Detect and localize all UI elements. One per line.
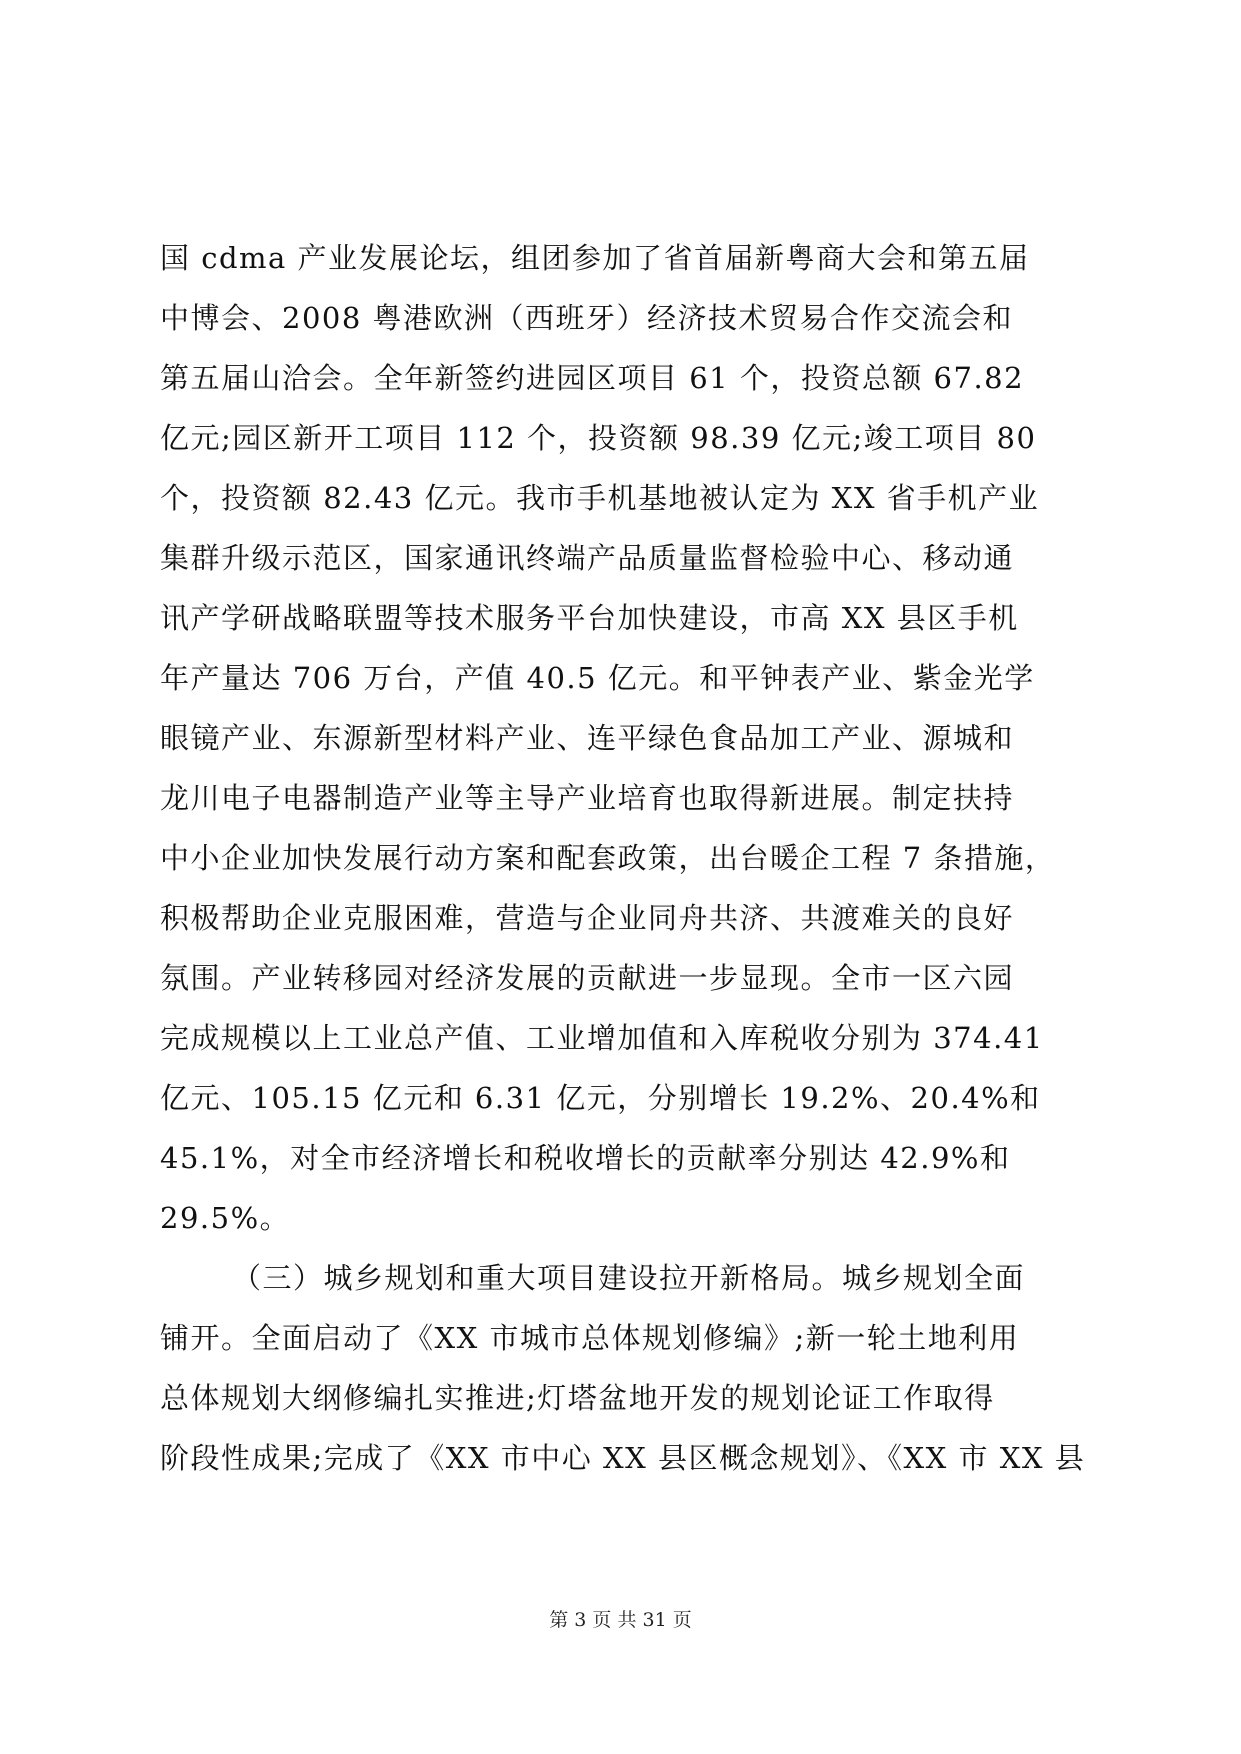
body-text [160,228,1086,1488]
text-line: 阶段性成果;完成了《XX 市中心 XX 县区概念规划》、《XX 市 XX 县 [160,1441,1086,1475]
text-line: 完成规模以上工业总产值、工业增加值和入库税收分别为 374.41 [160,1021,1044,1055]
text-line: 讯产学研战略联盟等技术服务平台加快建设，市高 XX 县区手机 [160,601,1019,635]
text-line: 第五届山洽会。全年新签约进园区项目 61 个，投资总额 67.82 [160,361,1025,395]
text-line: 亿元;园区新开工项目 112 个，投资额 98.39 亿元;竣工项目 80 [160,421,1037,455]
text-line: 45.1%，对全市经济增长和税收增长的贡献率分别达 42.9%和 [160,1141,1011,1175]
text-line: 亿元、105.15 亿元和 6.31 亿元，分别增长 19.2%、20.4%和 [160,1081,1041,1115]
text-line: 中博会、2008 粤港欧洲（西班牙）经济技术贸易合作交流会和 [160,301,1014,335]
text-line: 国 cdma 产业发展论坛，组团参加了省首届新粤商大会和第五届 [160,241,1030,275]
text-line: 个，投资额 82.43 亿元。我市手机基地被认定为 XX 省手机产业 [160,481,1040,515]
text-line: 氛围。产业转移园对经济发展的贡献进一步显现。全市一区六园 [160,961,1015,995]
text-line: 眼镜产业、东源新型材料产业、连平绿色食品加工产业、源城和 [160,721,1015,755]
text-line: 龙川电子电器制造产业等主导产业培育也取得新进展。制定扶持 [160,781,1015,815]
text-line: 29.5%。 [160,1201,291,1235]
text-line: 集群升级示范区，国家通讯终端产品质量监督检验中心、移动通 [160,541,1015,575]
page-number-footer: 第 3 页 共 31 页 [549,1609,692,1631]
section-heading-line: （三）城乡规划和重大项目建设拉开新格局。城乡规划全面 [232,1261,1026,1295]
text-line: 总体规划大纲修编扎实推进;灯塔盆地开发的规划论证工作取得 [160,1381,995,1415]
text-line: 铺开。全面启动了《XX 市城市总体规划修编》;新一轮土地利用 [160,1321,1020,1355]
text-line: 积极帮助企业克服困难，营造与企业同舟共济、共渡难关的良好 [160,901,1015,935]
text-line: 年产量达 706 万台，产值 40.5 亿元。和平钟表产业、紫金光学 [160,661,1035,695]
text-line: 中小企业加快发展行动方案和配套政策，出台暖企工程 7 条措施， [160,841,1056,875]
